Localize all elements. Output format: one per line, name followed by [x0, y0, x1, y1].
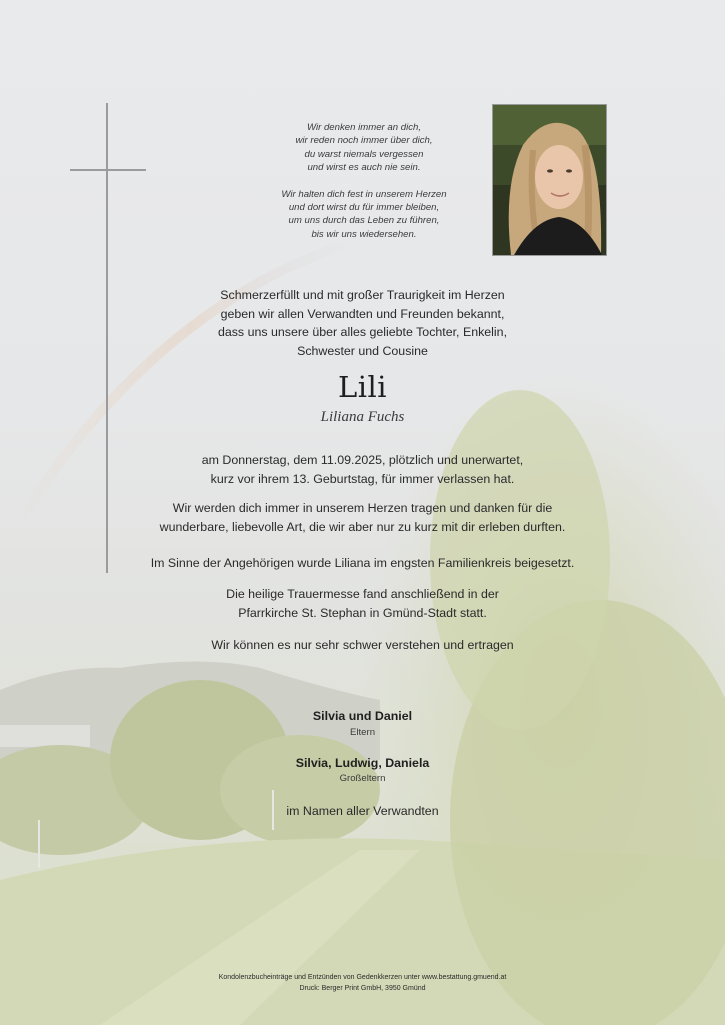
footer	[0, 972, 725, 994]
poem-line: Wir halten dich fest in unserem Herzen	[281, 188, 447, 200]
on-behalf-line: im Namen aller Verwandten	[286, 804, 439, 818]
paragraph-line: Wir werden dich immer in unserem Herzen tragen und danken für die	[172, 501, 553, 515]
paragraph-line: kurz vor ihrem 13. Geburtstag, für immer verlassen hat.	[210, 471, 515, 486]
memorial-poem	[214, 121, 514, 241]
death-notice-paragraph	[0, 451, 725, 488]
poem-line: bis wir uns wiedersehen.	[311, 228, 417, 240]
poem-stanza-1	[214, 121, 514, 175]
mourner-names: Silvia, Ludwig, Daniela	[295, 756, 430, 770]
poem-stanza-2	[214, 188, 514, 242]
mourner-names: Silvia und Daniel	[312, 709, 413, 723]
deceased-full-name: Liliana Fuchs	[320, 409, 405, 425]
deceased-name: Lili	[337, 370, 388, 404]
poem-line: und wirst es auch nie sein.	[307, 162, 421, 174]
gratitude-paragraph	[0, 499, 725, 536]
closing-sentence: Wir können es nur sehr schwer verstehen und ertragen	[211, 638, 514, 652]
paragraph-line: Die heilige Trauermesse fand anschließend in der	[226, 587, 499, 601]
footer-condolence-line: Kondolenzbucheinträge und Entzünden von Gedenkkerzen unter www.bestattung.gmuend.at	[218, 974, 507, 981]
poem-line: um uns durch das Leben zu führen,	[288, 215, 440, 227]
mourner-role: Großeltern	[339, 773, 386, 784]
intro-line: geben wir allen Verwandten und Freunden bekannt,	[220, 306, 505, 321]
mass-paragraph	[0, 585, 725, 622]
paragraph-line: am Donnerstag, dem 11.09.2025, plötzlich und unerwartet,	[201, 453, 524, 467]
burial-paragraph: Im Sinne der Angehörigen wurde Liliana im engsten Familienkreis beigesetzt.	[150, 556, 575, 570]
announcement-intro	[0, 286, 725, 360]
paragraph-line: wunderbare, liebevolle Art, die wir aber nur zu kurz mit dir erleben durften.	[159, 519, 566, 534]
footer-print-line: Druck: Berger Print GmbH, 3950 Gmünd	[299, 985, 426, 992]
poem-line: du warst niemals vergessen	[304, 148, 424, 160]
poem-line: wir reden noch immer über dich,	[295, 135, 433, 147]
intro-line: Schwester und Cousine	[297, 343, 428, 358]
poem-line: Wir denken immer an dich,	[306, 122, 421, 133]
paragraph-line: Pfarrkirche St. Stephan in Gmünd-Stadt statt.	[238, 605, 487, 620]
mourner-role: Eltern	[349, 727, 376, 738]
cross-horizontal-bar	[70, 169, 146, 171]
intro-line: Schmerzerfüllt und mit großer Traurigkeit im Herzen	[220, 288, 505, 302]
portrait-photo	[492, 104, 607, 256]
poem-line: und dort wirst du für immer bleiben,	[288, 202, 440, 214]
intro-line: dass uns unsere über alles geliebte Tochter, Enkelin,	[217, 325, 508, 340]
